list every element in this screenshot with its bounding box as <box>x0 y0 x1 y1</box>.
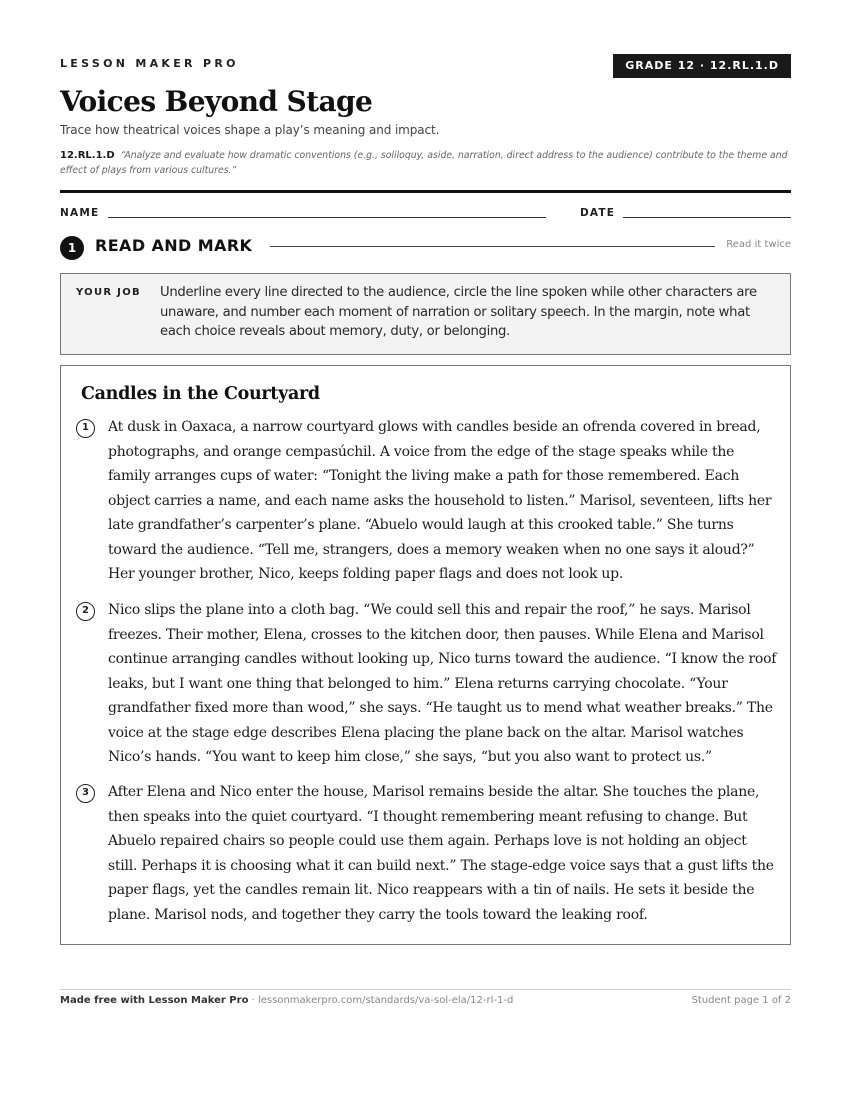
brand-name: LESSON MAKER PRO <box>60 57 239 70</box>
page-subtitle: Trace how theatrical voices shape a play’s meaning and impact. <box>60 123 440 137</box>
page-title: Voices Beyond Stage <box>60 85 373 118</box>
reading-passage <box>60 365 791 945</box>
instructions-text: Underline every line directed to the audience, circle the line spoken while other characters are unaware, and number each moment of narration or solitary speech. In the margin, note what each choice reveals about memory, duty, or belonging. <box>160 285 757 339</box>
name-field[interactable] <box>108 217 546 218</box>
paragraph-number: 2 <box>76 602 95 621</box>
section-number-badge: 1 <box>60 236 84 260</box>
footer-credit <box>60 995 513 1006</box>
section-divider <box>270 246 715 247</box>
footer-url[interactable]: lessonmakerpro.com/standards/va-sol-ela/12-rl-1-d <box>257 995 514 1006</box>
instructions-box <box>60 273 791 355</box>
footer-divider <box>60 989 791 990</box>
paragraph-number: 1 <box>76 419 95 438</box>
grade-badge: GRADE 12 · 12.RL.1.D <box>613 54 791 78</box>
instructions-label: YOUR JOB <box>76 287 141 298</box>
header-divider <box>60 190 791 193</box>
name-label: NAME <box>60 207 100 219</box>
passage-paragraph: After Elena and Nico enter the house, Marisol remains beside the altar. She touches the plane, then speaks into the quiet courtyard. “I thought remembering meant refusing to change. But Abuelo repaired chairs so people could use them again. Perhaps love is not holding an object still. Perhaps it is choosing what it can build next.” The stage-edge voice says that a gust lifts the paper flags, yet the candles remain lit. Nico reappears with a tin of nails. He sets it beside the plane. Marisol nods, and together they carry the tools toward the leaking roof. <box>108 784 774 923</box>
date-field[interactable] <box>623 217 791 218</box>
passage-paragraph: Nico slips the plane into a cloth bag. “We could sell this and repair the roof,” he says. Marisol freezes. Their mother, Elena, crosses to the kitchen door, then pauses. While Elena and Marisol continue arranging candles without looking up, Nico turns toward the audience. “I know the roof leaks, but I want one thing that belonged to him.” Elena returns carrying chocolate. “Your grandfather fixed more than wood,” she says. “He taught us to mend what weather breaks.” The voice at the stage edge describes Elena placing the plane back on the altar. Marisol watches Nico’s hands. “You want to keep him close,” she says, “but you also want to protect us.” <box>108 602 777 765</box>
footer-made-with: Made free with Lesson Maker Pro <box>60 995 249 1006</box>
section-title: READ AND MARK <box>95 236 253 255</box>
standard-description <box>60 148 791 178</box>
passage-title: Candles in the Courtyard <box>81 384 320 404</box>
date-label: DATE <box>580 207 616 219</box>
page-indicator: Student page 1 of 2 <box>691 995 791 1006</box>
worksheet-page <box>60 0 791 1100</box>
passage-paragraph: At dusk in Oaxaca, a narrow courtyard glows with candles beside an ofrenda covered in bread, photographs, and orange cempasúchil. A voice from the edge of the stage speaks while the family arranges cups of water: “Tonight the living make a path for those remembered. Each object carries a name, and each name asks the household to listen.” Marisol, seventeen, lifts her late grandfather’s carpenter’s plane. “Abuelo would laugh at this crooked table.” She turns toward the audience. “Tell me, strangers, does a memory weaken when no one says it aloud?” Her younger brother, Nico, keeps folding paper flags and does not look up. <box>108 419 772 582</box>
paragraph-number: 3 <box>76 784 95 803</box>
section-note: Read it twice <box>726 239 791 250</box>
standard-text: “Analyze and evaluate how dramatic conventions (e.g., soliloquy, aside, narration, direct address to the audience) contribute to the theme and effect of plays from various cultures.” <box>60 150 788 176</box>
standard-code: 12.RL.1.D <box>60 150 115 161</box>
footer-separator: · <box>248 995 258 1006</box>
